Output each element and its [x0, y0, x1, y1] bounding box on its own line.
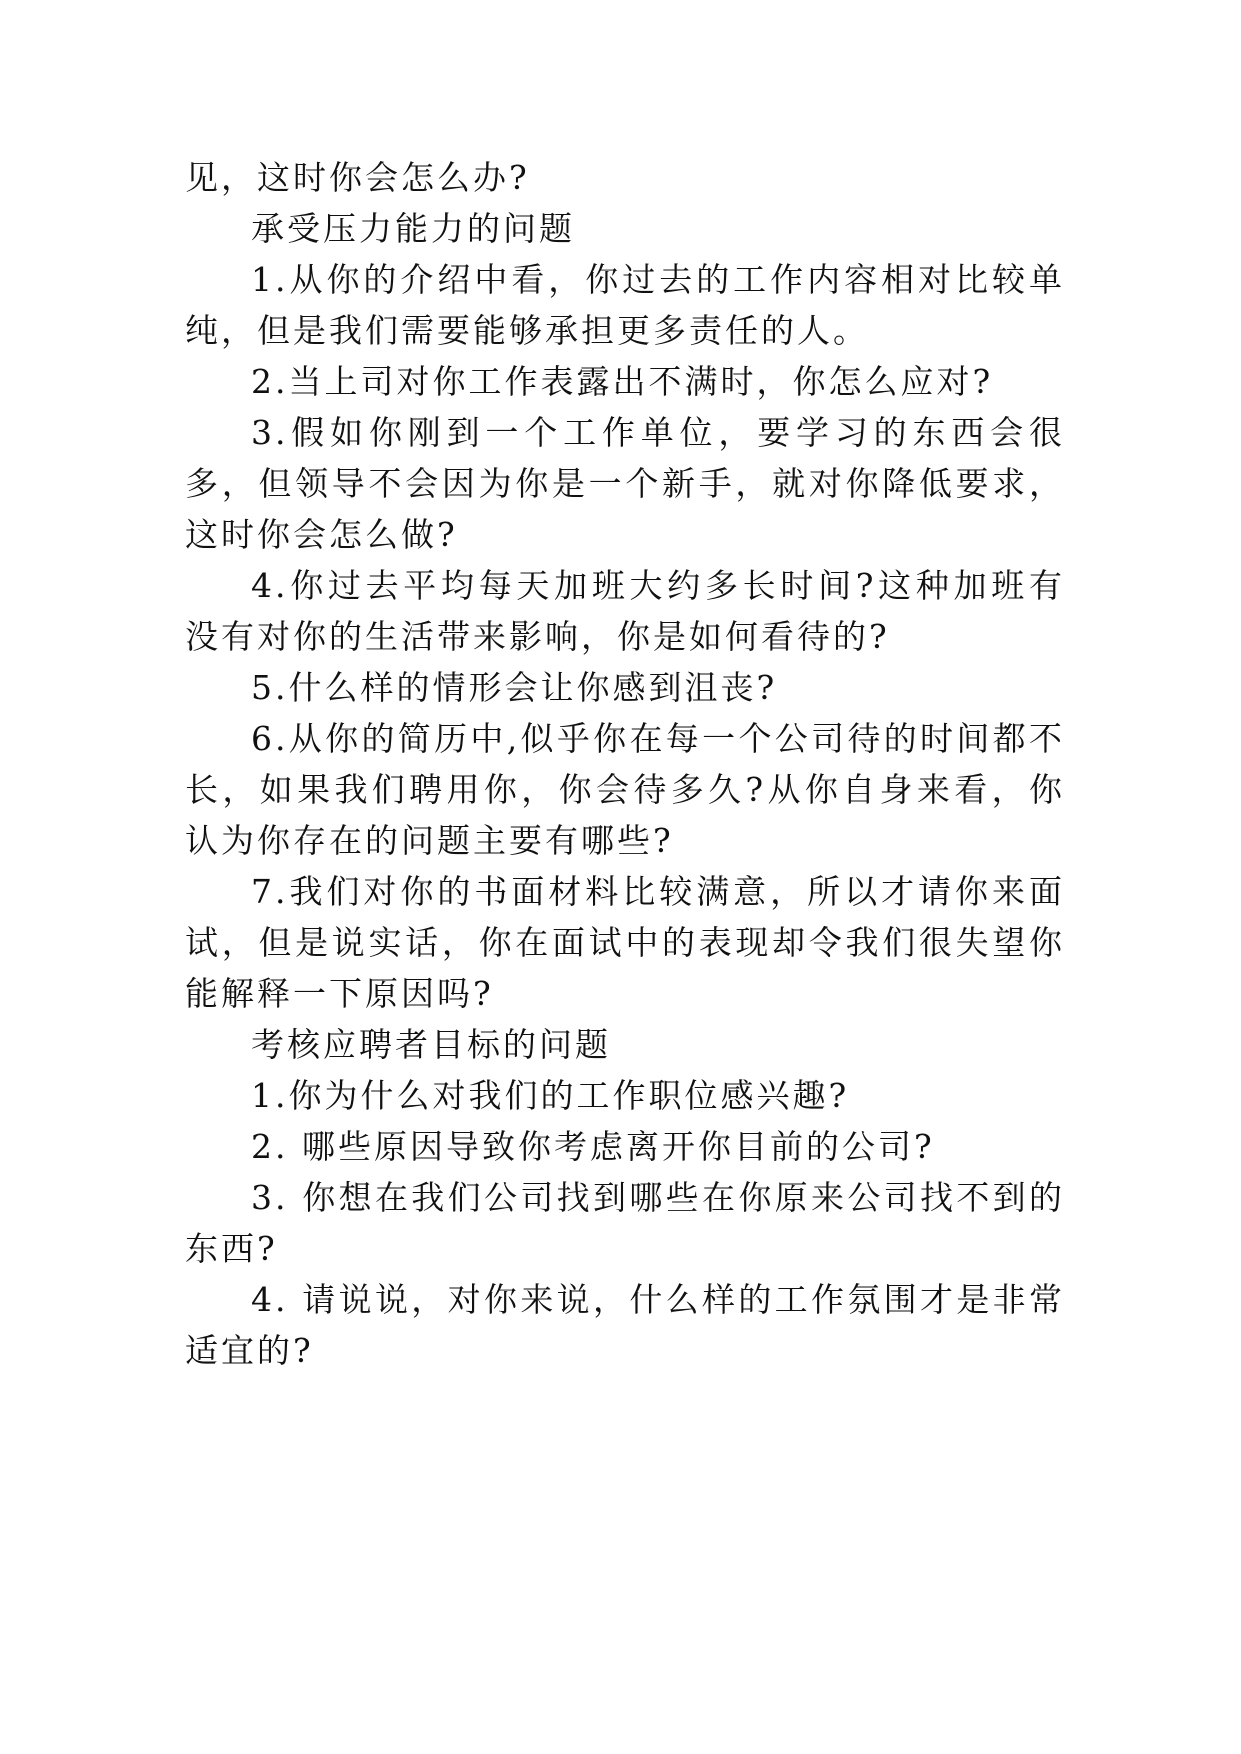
paragraph-continuation: 见，这时你会怎么办?	[185, 158, 530, 197]
section-heading-goals: 考核应聘者目标的问题	[251, 1025, 611, 1064]
question-item: 3.假如你刚到一个工作单位，要学习的东西会很多，但领导不会因为你是一个新手，就对你降低要求，这时你会怎么做?	[185, 413, 1065, 554]
question-item: 3. 你想在我们公司找到哪些在你原来公司找不到的东西?	[185, 1178, 1065, 1268]
question-item: 4.你过去平均每天加班大约多长时间?这种加班有没有对你的生活带来影响，你是如何看待的?	[185, 566, 1065, 656]
question-item: 6.从你的简历中,似乎你在每一个公司待的时间都不长，如果我们聘用你，你会待多久?从你自身来看，你认为你存在的问题主要有哪些?	[185, 719, 1065, 860]
question-item: 1.你为什么对我们的工作职位感兴趣?	[251, 1076, 850, 1115]
section-heading-stress: 承受压力能力的问题	[251, 209, 575, 248]
question-item: 7.我们对你的书面材料比较满意，所以才请你来面试，但是说实话，你在面试中的表现却令我们很失望你能解释一下原因吗?	[185, 872, 1065, 1013]
question-item: 5.什么样的情形会让你感到沮丧?	[251, 668, 778, 707]
question-item: 1.从你的介绍中看，你过去的工作内容相对比较单纯，但是我们需要能够承担更多责任的人。	[185, 260, 1065, 350]
question-item: 2.当上司对你工作表露出不满时，你怎么应对?	[251, 362, 994, 401]
question-item: 2. 哪些原因导致你考虑离开你目前的公司?	[251, 1127, 935, 1166]
question-item: 4. 请说说，对你来说，什么样的工作氛围才是非常适宜的?	[185, 1280, 1065, 1370]
document-body	[185, 152, 1065, 1376]
